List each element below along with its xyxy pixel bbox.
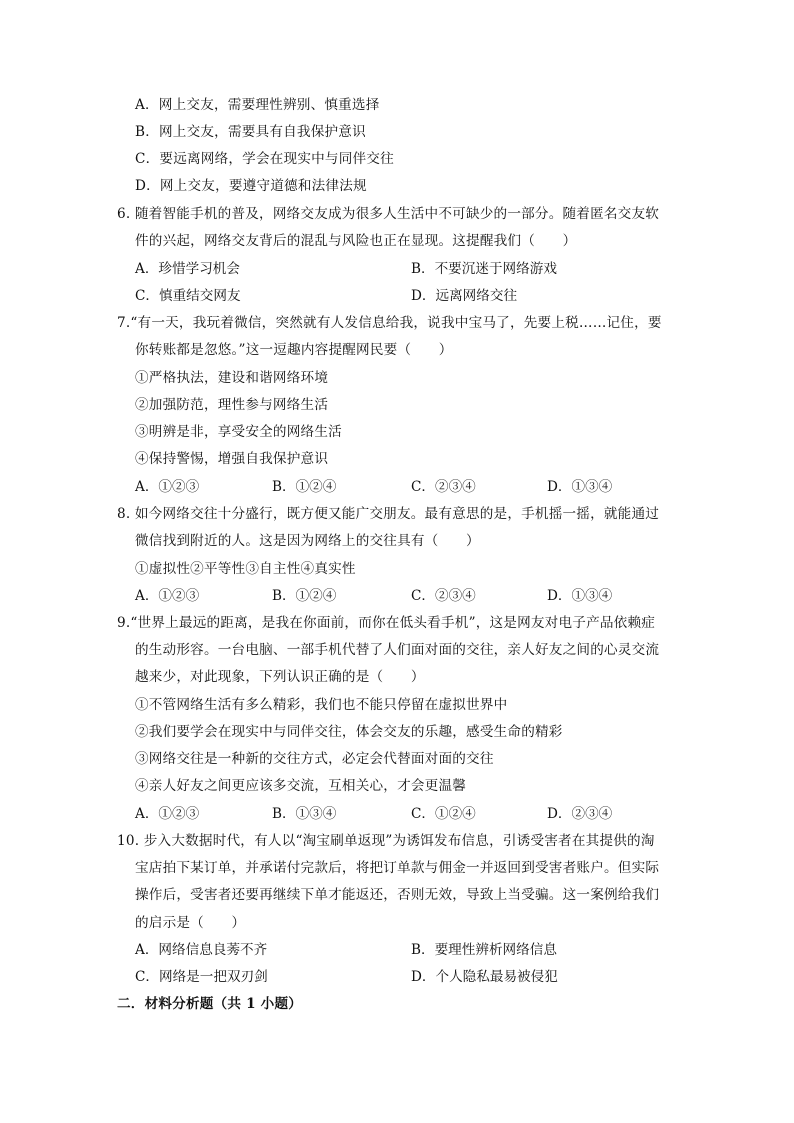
q9-item-2: ②我们要学会在现实中与同伴交往，体会交友的乐趣，感受生命的精彩 xyxy=(135,724,563,740)
q5-option-a: A．网上交友，需要理性辨别、慎重选择 xyxy=(135,97,380,113)
q8-stem-line1: 8. 如今网络交往十分盛行，既方便又能广交朋友。最有意思的是，手机摇一摇，就能通过 xyxy=(117,506,660,522)
q9-item-1: ①不管网络生活有多么精彩，我们也不能只停留在虚拟世界中 xyxy=(135,697,508,713)
q6-stem-line2: 件的兴起，网络交友背后的混乱与风险也正在显现。这提醒我们（ ） xyxy=(135,233,577,249)
q10-option-b: B．要理性辨析网络信息 xyxy=(411,942,557,958)
q9-option-a: A．①②③ xyxy=(135,806,200,822)
q8-option-d: D．①③④ xyxy=(547,588,613,604)
q8-option-b: B．①②④ xyxy=(272,588,337,604)
q9-item-4: ④亲人好友之间更应该多交流，互相关心，才会更温馨 xyxy=(135,778,467,794)
q6-option-c: C．慎重结交网友 xyxy=(135,288,241,304)
section-2-title: 二．材料分析题（共 1 小题） xyxy=(117,996,303,1012)
q9-stem-line1: 9.“世界上最远的距离，是我在你面前，而你在低头看手机”，这是网友对电子产品依赖症 xyxy=(117,615,656,631)
q6-option-b: B．不要沉迷于网络游戏 xyxy=(411,261,557,277)
q10-stem-line3: 操作后，受害者还要再继续下单才能返还，否则无效，导致上当受骗。这一案例给我们 xyxy=(135,887,660,903)
q10-stem-line4: 的启示是（ ） xyxy=(135,915,246,931)
q9-option-c: C．①②④ xyxy=(411,806,476,822)
q9-option-d: D．②③④ xyxy=(547,806,613,822)
q7-stem-line1: 7.“有一天，我玩着微信，突然就有人发信息给我，说我中宝马了，先要上税……记住，要 xyxy=(117,315,662,331)
q10-stem-line1: 10. 步入大数据时代，有人以“淘宝刷单返现”为诱饵发布信息，引诱受害者在其提供的淘 xyxy=(117,833,655,849)
q8-stem-line2: 微信找到附近的人。这是因为网络上的交往具有（ ） xyxy=(135,533,480,549)
q7-option-b: B．①②④ xyxy=(272,479,337,495)
q8-option-c: C．②③④ xyxy=(411,588,476,604)
q6-stem-line1: 6. 随着智能手机的普及，网络交友成为很多人生活中不可缺少的一部分。随着匿名交友软 xyxy=(117,206,660,222)
q10-option-c: C．网络是一把双刃剑 xyxy=(135,969,268,985)
q9-option-b: B．①③④ xyxy=(272,806,337,822)
q10-option-a: A．网络信息良莠不齐 xyxy=(135,942,268,958)
q10-stem-line2: 宝店拍下某订单，并承诺付完款后，将把订单款与佣金一并返回到受害者账户。但实际 xyxy=(135,860,660,876)
q9-item-3: ③网络交往是一种新的交往方式，必定会代替面对面的交往 xyxy=(135,751,494,767)
q5-option-b: B．网上交友，需要具有自我保护意识 xyxy=(135,124,366,140)
q9-stem-line2: 的生动形容。一台电脑、一部手机代替了人们面对面的交往，亲人好友之间的心灵交流 xyxy=(135,642,660,658)
q10-option-d: D．个人隐私最易被侵犯 xyxy=(411,969,558,985)
q7-item-2: ②加强防范，理性参与网络生活 xyxy=(135,397,329,413)
q9-stem-line3: 越来少，对此现象，下列认识正确的是（ ） xyxy=(135,669,425,685)
q8-option-a: A．①②③ xyxy=(135,588,200,604)
q8-items: ①虚拟性②平等性③自主性④真实性 xyxy=(135,561,356,577)
q7-option-a: A．①②③ xyxy=(135,479,200,495)
q7-item-1: ①严格执法，建设和谐网络环境 xyxy=(135,370,329,386)
q5-option-c: C．要远离网络，学会在现实中与同伴交往 xyxy=(135,151,394,167)
q7-stem-line2: 你转账都是忽悠。”这一逗趣内容提醒网民要（ ） xyxy=(135,342,453,358)
q5-option-d: D．网上交友，要遵守道德和法律法规 xyxy=(135,178,367,194)
q6-option-d: D．远离网络交往 xyxy=(411,288,518,304)
q7-item-3: ③明辨是非，享受安全的网络生活 xyxy=(135,424,342,440)
q7-item-4: ④保持警惕，增强自我保护意识 xyxy=(135,451,329,467)
q7-option-d: D．①③④ xyxy=(547,479,613,495)
q6-option-a: A．珍惜学习机会 xyxy=(135,261,240,277)
q7-option-c: C．②③④ xyxy=(411,479,476,495)
